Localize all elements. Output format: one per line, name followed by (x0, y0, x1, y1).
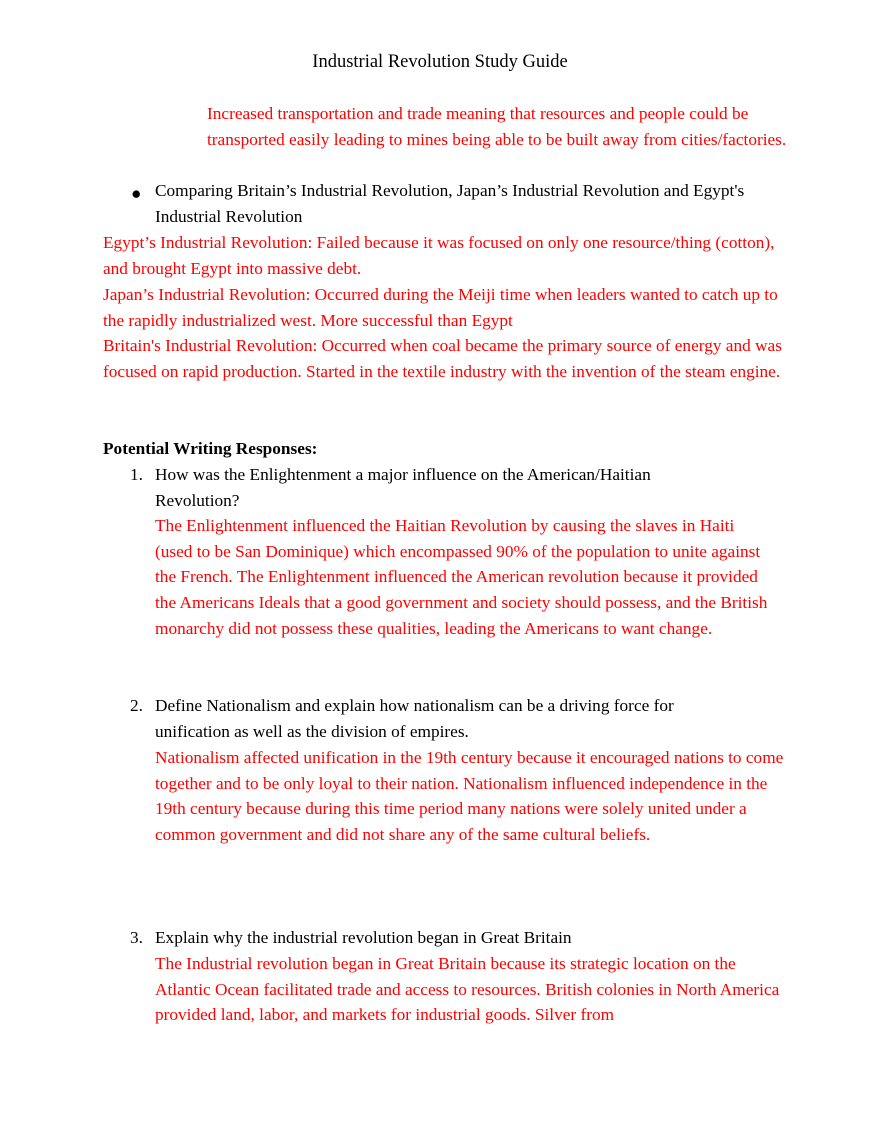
comparison-egypt: Egypt’s Industrial Revolution: Failed because it was focused on only one resource/thing (cotton), and brought Egypt into massive debt. (103, 233, 775, 278)
question-prompt-2: Define Nationalism and explain how nationalism can be a driving force for unification as well as the division of empires. (155, 696, 674, 741)
question-number: 1. (130, 465, 143, 484)
question-number: 3. (130, 928, 143, 947)
question-answer-2: Nationalism affected unification in the 19th century because it encouraged nations to come together and to be only loyal to their nation. Nationalism influenced independence in the 19th century because during this time period many nations were solely united under a common government and did not share any of the same cultural beliefs. (155, 748, 784, 845)
section-heading: Potential Writing Responses: (103, 439, 318, 458)
question-answer-3: The Industrial revolution began in Great Britain because its strategic location on the Atlantic Ocean facilitated trade and access to resources. British colonies in North America provided land, labor, and markets for industrial goods. Silver from (155, 954, 780, 1025)
comparison-japan: Japan’s Industrial Revolution: Occurred during the Meiji time when leaders wanted to catch up to the rapidly industrialized west. More successful than Egypt (103, 285, 778, 330)
question-answer-1: The Enlightenment influenced the Haitian Revolution by causing the slaves in Haiti (used to be San Dominique) which encompassed 90% of the population to unite against the French. The Enlightenment influenced the American revolution because it provided the Americans Ideals that a good government and society should possess, and the British monarchy did not possess these qualities, leading the Americans to want change. (155, 516, 768, 638)
question-prompt-3: Explain why the industrial revolution began in Great Britain (155, 928, 572, 947)
question-prompt-1: How was the Enlightenment a major influence on the American/Haitian Revolution? (155, 465, 651, 510)
bullet-item-comparing: Comparing Britain’s Industrial Revolution, Japan’s Industrial Revolution and Egypt's Industrial Revolution (155, 181, 745, 226)
comparison-britain: Britain's Industrial Revolution: Occurred when coal became the primary source of energy and was focused on rapid production. Started in the textile industry with the invention of the steam engine. (103, 336, 782, 381)
continued-answer: Increased transportation and trade meaning that resources and people could be transported easily leading to mines being able to be built away from cities/factories. (207, 104, 787, 149)
page-title: Industrial Revolution Study Guide (312, 52, 568, 72)
bullet-marker: ● (131, 184, 142, 203)
question-number: 2. (130, 696, 143, 715)
